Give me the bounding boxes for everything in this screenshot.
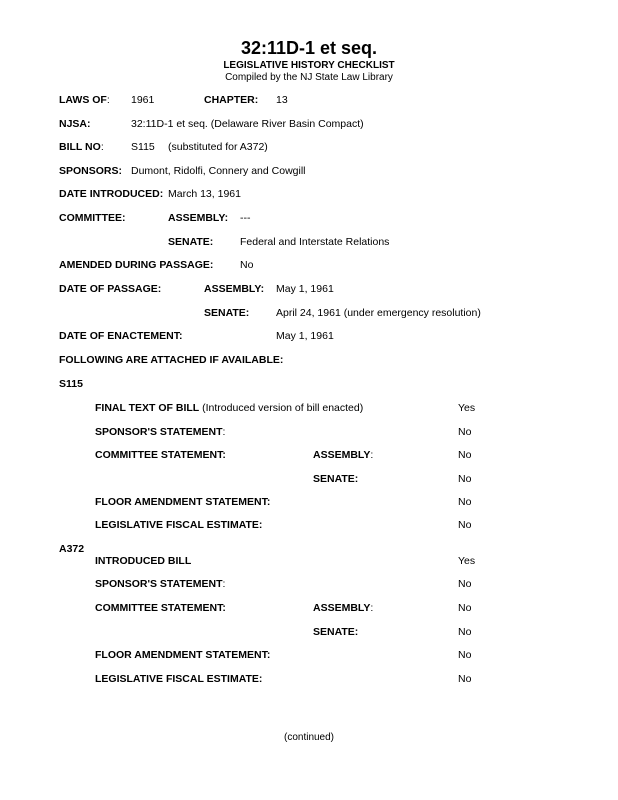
committee-senate-label: SENATE: <box>168 236 214 248</box>
s115-fiscal-estimate-label: LEGISLATIVE FISCAL ESTIMATE: <box>95 519 263 531</box>
continued-note: (continued) <box>283 732 335 743</box>
s115-senate-value: No <box>458 473 472 485</box>
s115-sponsor-statement-label-text: SPONSOR'S STATEMENT <box>95 426 223 438</box>
laws-of-label <box>59 94 110 107</box>
s115-heading: S115 <box>59 378 83 390</box>
page-subtitle: LEGISLATIVE HISTORY CHECKLIST <box>223 60 395 71</box>
passage-senate-label: SENATE: <box>204 307 250 319</box>
a372-assembly-label-text: ASSEMBLY <box>313 602 371 614</box>
a372-sponsor-statement-value: No <box>458 578 472 590</box>
amended-label: AMENDED DURING PASSAGE: <box>59 259 214 271</box>
a372-fiscal-estimate-label: LEGISLATIVE FISCAL ESTIMATE: <box>95 673 263 685</box>
committee-label: COMMITTEE: <box>59 212 126 224</box>
chapter-value: 13 <box>276 94 288 106</box>
committee-senate-value: Federal and Interstate Relations <box>240 236 390 248</box>
s115-sponsor-statement-colon: : <box>222 426 226 438</box>
laws-of-colon: : <box>106 94 110 106</box>
njsa-label: NJSA: <box>59 118 91 130</box>
s115-final-text-value: Yes <box>458 402 476 414</box>
a372-introduced-bill-label: INTRODUCED BILL <box>95 555 192 567</box>
sponsors-label: SPONSORS: <box>59 165 123 177</box>
s115-floor-amendment-label: FLOOR AMENDMENT STATEMENT: <box>95 496 271 508</box>
date-introduced-value: March 13, 1961 <box>168 188 241 200</box>
chapter-label: CHAPTER: <box>204 94 259 106</box>
a372-introduced-bill-value: Yes <box>458 555 476 567</box>
a372-committee-statement-label: COMMITTEE STATEMENT: <box>95 602 226 614</box>
bill-no-label <box>59 141 104 154</box>
date-of-enactment-label: DATE OF ENACTEMENT: <box>59 330 183 342</box>
a372-heading: A372 <box>59 543 85 555</box>
s115-floor-amendment-value: No <box>458 496 472 508</box>
amended-value: No <box>240 259 254 271</box>
a372-sponsor-statement-label-text: SPONSOR'S STATEMENT <box>95 578 223 590</box>
a372-sponsor-statement-colon: : <box>222 578 226 590</box>
laws-of-label-text: LAWS OF <box>59 94 107 106</box>
a372-floor-amendment-label: FLOOR AMENDMENT STATEMENT: <box>95 649 271 661</box>
s115-assembly-colon: : <box>370 449 374 461</box>
s115-committee-statement-label: COMMITTEE STATEMENT: <box>95 449 226 461</box>
s115-final-text-note: (Introduced version of bill enacted) <box>199 402 364 414</box>
date-of-enactment-value: May 1, 1961 <box>276 330 334 342</box>
page-title: 32:11D-1 et seq. <box>240 38 378 58</box>
s115-sponsor-statement-label <box>95 426 225 439</box>
bill-no-colon: : <box>100 141 104 153</box>
a372-assembly-label <box>313 602 373 615</box>
sponsors-value: Dumont, Ridolfi, Connery and Cowgill <box>131 165 306 177</box>
njsa-value: 32:11D-1 et seq. (Delaware River Basin Compact) <box>131 118 364 130</box>
passage-senate-value: April 24, 1961 (under emergency resolution) <box>276 307 481 319</box>
a372-floor-amendment-value: No <box>458 649 472 661</box>
s115-fiscal-estimate-value: No <box>458 519 472 531</box>
s115-assembly-label <box>313 449 373 462</box>
bill-no-value: S115 <box>131 141 155 153</box>
s115-final-text-label <box>95 402 363 415</box>
compiled-by-line: Compiled by the NJ State Law Library <box>225 72 393 83</box>
committee-assembly-value: --- <box>240 212 251 224</box>
s115-sponsor-statement-value: No <box>458 426 472 438</box>
a372-senate-value: No <box>458 626 472 638</box>
bill-no-label-text: BILL NO <box>59 141 101 153</box>
date-introduced-label: DATE INTRODUCED: <box>59 188 164 200</box>
committee-assembly-label: ASSEMBLY: <box>168 212 229 224</box>
passage-assembly-value: May 1, 1961 <box>276 283 334 295</box>
s115-senate-label: SENATE: <box>313 473 359 485</box>
bill-no-note: (substituted for A372) <box>168 141 268 153</box>
date-of-passage-label: DATE OF PASSAGE: <box>59 283 162 295</box>
s115-final-text-label-text: FINAL TEXT OF BILL <box>95 402 200 414</box>
s115-assembly-label-text: ASSEMBLY <box>313 449 371 461</box>
s115-assembly-value: No <box>458 449 472 461</box>
a372-senate-label: SENATE: <box>313 626 359 638</box>
a372-fiscal-estimate-value: No <box>458 673 472 685</box>
attached-heading: FOLLOWING ARE ATTACHED IF AVAILABLE: <box>59 354 284 366</box>
a372-assembly-colon: : <box>370 602 374 614</box>
a372-assembly-value: No <box>458 602 472 614</box>
passage-assembly-label: ASSEMBLY: <box>204 283 265 295</box>
laws-of-value: 1961 <box>131 94 155 106</box>
a372-sponsor-statement-label <box>95 578 225 591</box>
